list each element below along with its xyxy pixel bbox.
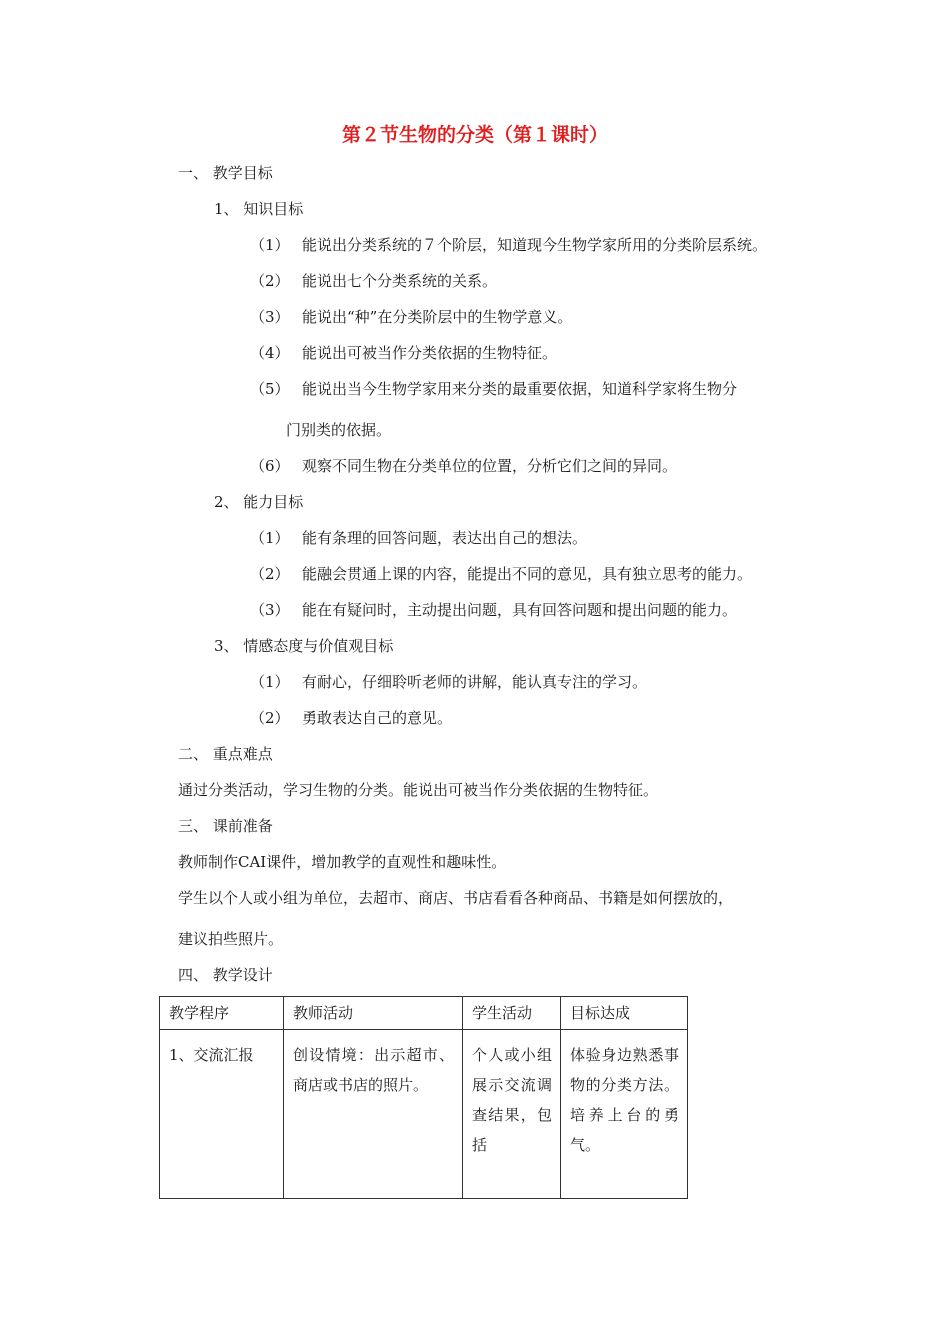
preparation-line: 建议拍些照片。	[178, 930, 284, 948]
subheading-emotion: 3、 情感态度与价值观目标	[214, 637, 394, 655]
table-cell: 体验身边熟悉事物的分类方法。培养上台的勇气。	[561, 1030, 688, 1199]
table-cell: 创设情境：出示超市、商店或书店的照片。	[284, 1030, 463, 1199]
list-item: 能有条理的回答问题，表达出自己的想法。	[302, 529, 588, 547]
list-number: （3）	[250, 308, 290, 326]
list-item: 有耐心，仔细聆听老师的讲解，能认真专注的学习。	[302, 673, 648, 691]
list-item: 能说出分类系统的７个阶层，知道现今生物学家所用的分类阶层系统。	[302, 236, 768, 254]
table-row	[160, 1030, 688, 1199]
table-header-cell: 教师活动	[284, 997, 463, 1030]
list-number: （1）	[250, 529, 290, 547]
list-number: （5）	[250, 380, 290, 398]
list-item: 能在有疑问时，主动提出问题，具有回答问题和提出问题的能力。	[302, 601, 738, 619]
page-title: 第２节生物的分类（第１课时）	[341, 124, 608, 146]
list-item-continuation: 门别类的依据。	[286, 421, 392, 439]
section-heading-design: 四、 教学设计	[178, 966, 273, 984]
table-cell: 1、交流汇报	[160, 1030, 284, 1199]
list-number: （4）	[250, 344, 290, 362]
list-number: （3）	[250, 601, 290, 619]
subheading-ability: 2、 能力目标	[214, 493, 304, 511]
teaching-design-table	[159, 996, 688, 1199]
table-cell: 个人或小组展示交流调查结果，包括	[463, 1030, 561, 1199]
key-points-text: 通过分类活动，学习生物的分类。能说出可被当作分类依据的生物特征。	[178, 781, 659, 799]
table-header-cell: 教学程序	[160, 997, 284, 1030]
section-heading-objectives: 一、 教学目标	[178, 164, 273, 182]
preparation-line: 学生以个人或小组为单位，去超市、商店、书店看看各种商品、书籍是如何摆放的，	[178, 889, 734, 907]
list-number: （6）	[250, 457, 290, 475]
list-number: （2）	[250, 709, 290, 727]
list-number: （2）	[250, 272, 290, 290]
list-item: 能说出可被当作分类依据的生物特征。	[302, 344, 558, 362]
table-header-cell: 目标达成	[561, 997, 688, 1030]
list-item: 能说出当今生物学家用来分类的最重要依据，知道科学家将生物分	[302, 380, 738, 398]
preparation-line: 教师制作CAI课件，增加教学的直观性和趣味性。	[178, 853, 507, 871]
table-header-row	[160, 997, 688, 1030]
list-item: 能说出七个分类系统的关系。	[302, 272, 498, 290]
section-heading-key-points: 二、 重点难点	[178, 745, 273, 763]
section-heading-preparation: 三、 课前准备	[178, 817, 273, 835]
list-number: （1）	[250, 673, 290, 691]
table-header-cell: 学生活动	[463, 997, 561, 1030]
list-item: 能说出“种”在分类阶层中的生物学意义。	[302, 308, 573, 326]
list-item: 能融会贯通上课的内容，能提出不同的意见，具有独立思考的能力。	[302, 565, 753, 583]
list-item: 观察不同生物在分类单位的位置，分析它们之间的异同。	[302, 457, 678, 475]
list-number: （1）	[250, 236, 290, 254]
subheading-knowledge: 1、 知识目标	[214, 200, 304, 218]
list-item: 勇敢表达自己的意见。	[302, 709, 453, 727]
list-number: （2）	[250, 565, 290, 583]
